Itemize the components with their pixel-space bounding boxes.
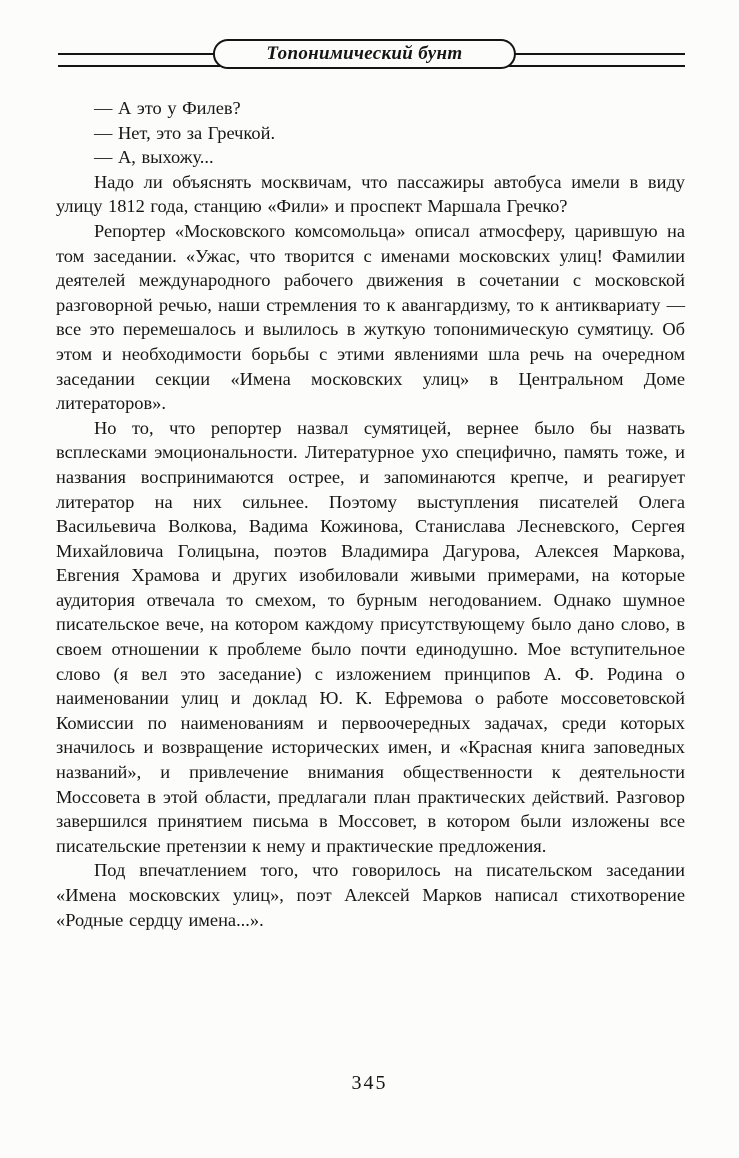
paragraph: Под впечатлением того, что говорилось на писательском заседании «Имена московских улиц», поэт Алексей Марков написал стихотворение «Родные сердцу имена...». <box>56 860 685 930</box>
paragraph: Репортер «Московского комсомольца» описал атмосферу, царившую на том заседании. «Ужас, что творится с именами московских улиц! Фамилии деятелей международного рабочего движения в сочетании с московской разговорной речью, наши стремления то к авангардизму, то к антиквариату — все это перемешалось и вылилось в жуткую топонимическую сумятицу. Об этом и необходимости борьбы с этими явлениями шла речь на очередном заседании секции «Имена московских улиц» в Центральном Доме литераторов». <box>56 220 685 414</box>
chapter-title-box <box>212 39 516 69</box>
chapter-title: Топонимический бунт <box>266 43 463 64</box>
page-number: 345 <box>351 1072 388 1094</box>
chapter-header <box>56 38 685 72</box>
dialogue-line: — А, выхожу... <box>94 147 214 168</box>
paragraph: Но то, что репортер назвал сумятицей, вернее было бы назвать всплесками эмоциональности. Литературное ухо специфично, память тоже, и названия воспринимаются острее, и запоминаются крепче, и реагирует литератор на них сильнее. Поэтому выступления писателей Олега Васильевича Волкова, Вадима Кожинова, Станислава Лесневского, Сергея Михайловича Голицына, поэтов Владимира Дагурова, Алексея Маркова, Евгения Храмова и других изобиловали живыми примерами, на которые аудитория отвечала то смехом, то бурным негодованием. Однако шумное писательское вече, на котором каждому присутствующему было дано слово, в своем отношении к проблеме было почти единодушно. Мое вступительное слово (я вел это заседание) с изложением принципов А. Ф. Родина о наименовании улиц и доклад Ю. К. Ефремова о работе моссоветовской Комиссии по наименованиям и первоочередных задачах, среди которых значилось и возвращение исторических имен, и «Красная книга заповедных названий», и привлечение внимания общественности к деятельности Моссовета в этой области, предлагали план практических действий. Разговор завершился принятием письма в Моссовет, в котором были изложены все писательские претензии к нему и практические предложения. <box>56 417 685 856</box>
dialogue-line: — Нет, это за Гречкой. <box>94 122 276 143</box>
dialogue-line: — А это у Филев? <box>94 98 241 118</box>
paragraph: Надо ли объяснять москвичам, что пассажиры автобуса имели в виду улицу 1812 года, станцию «Фили» и проспект Маршала Гречко? <box>56 171 685 217</box>
text-block <box>56 96 685 932</box>
page-footer <box>0 1072 739 1095</box>
